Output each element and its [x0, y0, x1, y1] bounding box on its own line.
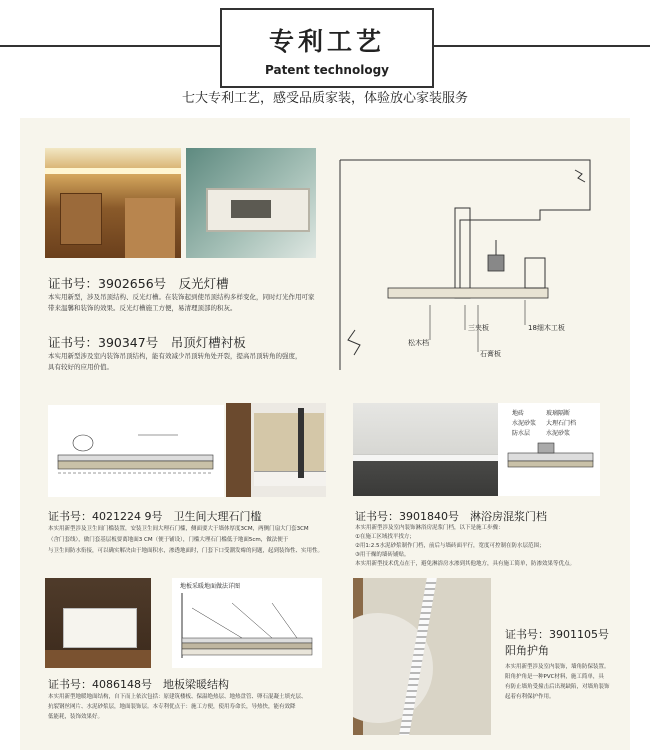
patent-1-desc: 本实用新型，涉及吊顶结构、反光灯槽。在装饰起到使吊顶结构多样变化，同时灯光作用可家 带来温馨和装饰的效果。反光灯槽施工方便，易清理顶部的积灰。 — [48, 293, 315, 312]
floor-heating-diagram-title: 地板采暖地面做法详图 — [180, 583, 241, 590]
ceiling-cross-section-diagram — [320, 140, 620, 370]
label-marble-threshold: 大理石门档 — [546, 420, 577, 427]
shower-threshold-photo — [353, 403, 498, 496]
radiator-photo — [45, 578, 151, 668]
floor-heating-diagram — [172, 578, 322, 668]
patent-2-cert: 证书号：390347号 吊顶灯槽衬板 — [48, 335, 246, 350]
shower-threshold-diagram — [498, 403, 600, 496]
label-floor-tile: 地砖 — [512, 410, 525, 417]
corner-protector-photo — [353, 578, 491, 735]
page-title-english: Patent technology — [265, 63, 389, 77]
label-plywood: 三夹板 — [468, 324, 489, 332]
label-glass-partition: 玻璃隔断 — [546, 410, 571, 417]
threshold-diagram — [48, 405, 224, 497]
patent-6-title: 阳角护角 — [505, 644, 549, 657]
label-cement-mortar-1: 水泥砂浆 — [512, 420, 537, 427]
label-waterproof-layer: 防水层 — [512, 430, 531, 437]
patent-6-cert: 证书号：3901105号 — [505, 628, 609, 641]
patent-3-desc: 本实用新型涉及卫生间门槛装置，安装卫生间大理石门槛，侧面要大于墙体厚度3CM，两侧门扇大门套3CM （含门套线），做门套基层板要离地面3 CM（便于铺设），门槛大理石门槛低于地面5cm，做法便于 与卫生间防水衔接，可以确实解决由于地面积水，渗透地面时，门套下口受潮发霉的问题，起到装饰性、实用性。 — [48, 526, 324, 554]
title-box — [220, 8, 434, 88]
patent-5-desc: 本实用新型地暖地面结构，自下而上依次包括：原建筑楼板、保温绝热层、地热盘管、卵石混凝土填充层、 抗裂钢丝网片、水泥砂浆层，地面装饰层。本专利优点于：施工方便，使用寿命长，导热快，能有效降 低能耗，装饰效果好。 — [48, 694, 307, 720]
header-rule-right — [432, 45, 650, 47]
patent-4-desc: 本实用新型涉及室内装饰淋浴房泥浆门档，以下是施工步骤： ①在施工区域找平找方； ②用1:2.5水泥砂浆制作门档，前后与墙砖面平行，宽度可控制在防水层范围； ③用干燥的墙砖铺贴。 本实用新型技术优点在于，避免淋浴房水渗到其他地方，具有施工简单，防渗效果等优点。 — [355, 525, 576, 567]
patent-5-cert: 证书号：4086148号 地板梁暖结构 — [48, 678, 229, 691]
threshold-photo — [226, 403, 326, 497]
patent-6-desc: 本实用新型涉及室内装饰，墙角防保装置。 阳角护角是一种PVC材料，施工简单，具 有防止墙角受撞击后出现缺陷，对墙角装饰 起着有利保护作用。 — [505, 664, 610, 700]
header-rule-left — [0, 45, 220, 47]
ceiling-section-photo — [186, 148, 316, 258]
page-title: 专利工艺 — [268, 27, 385, 56]
label-blockboard: 18细木工板 — [528, 324, 565, 332]
patent-1-cert: 证书号：3902656号 反光灯槽 — [48, 276, 229, 291]
patent-4-cert: 证书号：3901840号 淋浴房混浆门档 — [355, 510, 547, 523]
patent-3-cert: 证书号：4021224 9号 卫生间大理石门槛 — [48, 510, 262, 523]
ceiling-photo — [45, 148, 181, 258]
label-pine-batten: 松木档 — [408, 339, 429, 347]
patent-2-desc: 本实用新型涉及室内装饰吊顶结构，能有效减少吊顶转角处开裂，提高吊顶转角的强度， 具有较好的应用价值。 — [48, 352, 302, 371]
label-gypsum-board: 石膏板 — [480, 350, 501, 358]
page-subtitle: 七大专利工艺，感受品质家装，体验放心家装服务 — [181, 91, 468, 106]
label-cement-mortar-2: 水泥砂浆 — [546, 430, 571, 437]
